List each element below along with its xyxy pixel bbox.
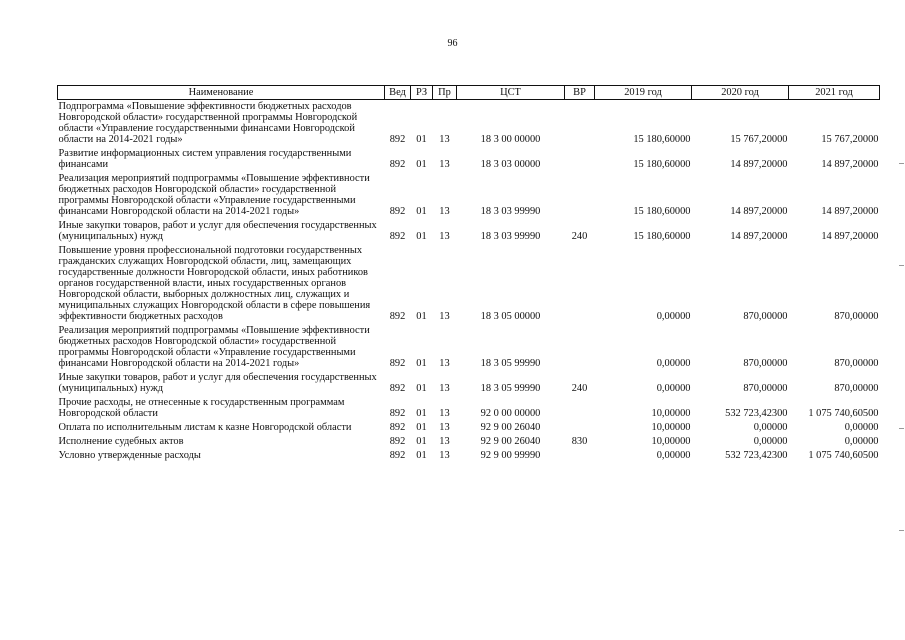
cell-2020: 532 723,42300 — [725, 450, 788, 461]
cell-ved: 892 — [389, 436, 406, 447]
cell-2020: 532 723,42300 — [725, 408, 788, 419]
cell-name: Иные закупки товаров, работ и услуг для обеспечения государственных (муниципальных) нужд — [58, 372, 377, 394]
header-ved: Вед — [385, 86, 411, 100]
cell-2019: 15 180,60000 — [633, 159, 691, 170]
table-row — [58, 147, 880, 172]
table-row — [58, 172, 880, 219]
header-rz: РЗ — [411, 86, 433, 100]
cell-name: Реализация мероприятий подпрограммы «Повышение эффективности бюджетных расходов Новгородской области» государственной программы Новгородской области «Управление государственными финансами Новгородской области на 2014-2021 годы» — [58, 173, 370, 217]
header-2021: 2021 год — [789, 86, 880, 100]
cell-cst: 18 3 05 99990 — [480, 383, 541, 394]
cell-rz: 01 — [416, 206, 427, 217]
cell-vr — [565, 324, 595, 371]
cell-ved: 892 — [389, 450, 406, 461]
cell-vr — [565, 421, 595, 435]
page-number: 96 — [447, 38, 458, 49]
cell-2019: 15 180,60000 — [633, 206, 691, 217]
margin-mark — [899, 530, 904, 531]
cell-2021: 1 075 740,60500 — [808, 450, 879, 461]
cell-pr: 13 — [439, 231, 450, 242]
cell-vr — [565, 172, 595, 219]
cell-2020: 14 897,20000 — [730, 206, 788, 217]
cell-ved: 892 — [389, 383, 406, 394]
cell-vr — [565, 396, 595, 421]
margin-mark — [899, 428, 904, 429]
cell-pr: 13 — [439, 408, 450, 419]
cell-2019: 0,00000 — [656, 450, 691, 461]
cell-rz: 01 — [416, 358, 427, 369]
cell-vr: 240 — [571, 231, 588, 242]
cell-pr: 13 — [439, 358, 450, 369]
cell-name: Оплата по исполнительным листам к казне Новгородской области — [58, 422, 352, 433]
table-row — [58, 100, 880, 148]
cell-cst: 92 9 00 26040 — [480, 436, 541, 447]
cell-name: Прочие расходы, не отнесенные к государственным программам Новгородской области — [58, 397, 345, 419]
cell-ved: 892 — [389, 408, 406, 419]
table-row — [58, 324, 880, 371]
cell-name: Исполнение судебных актов — [58, 436, 184, 447]
cell-2020: 870,00000 — [743, 358, 788, 369]
cell-name: Развитие информационных систем управления государственными финансами — [58, 148, 352, 170]
header-2020: 2020 год — [692, 86, 789, 100]
cell-2021: 15 767,20000 — [821, 134, 879, 145]
cell-ved: 892 — [389, 134, 406, 145]
margin-mark — [899, 163, 904, 164]
cell-2020: 14 897,20000 — [730, 159, 788, 170]
cell-ved: 892 — [389, 311, 406, 322]
cell-pr: 13 — [439, 450, 450, 461]
header-2019: 2019 год — [595, 86, 692, 100]
cell-2020: 15 767,20000 — [730, 134, 788, 145]
cell-cst: 18 3 05 00000 — [480, 311, 541, 322]
cell-cst: 18 3 05 99990 — [480, 358, 541, 369]
table-row — [58, 219, 880, 244]
table-row — [58, 449, 880, 463]
cell-pr: 13 — [439, 206, 450, 217]
table-row — [58, 244, 880, 324]
cell-rz: 01 — [416, 436, 427, 447]
cell-rz: 01 — [416, 159, 427, 170]
cell-vr — [565, 147, 595, 172]
margin-mark — [899, 265, 904, 266]
cell-vr — [565, 100, 595, 148]
table-row — [58, 421, 880, 435]
cell-ved: 892 — [389, 206, 406, 217]
cell-cst: 18 3 03 99990 — [480, 206, 541, 217]
cell-vr: 830 — [571, 436, 588, 447]
cell-2021: 0,00000 — [844, 422, 879, 433]
cell-name: Реализация мероприятий подпрограммы «Повышение эффективности бюджетных расходов Новгородской области» государственной программы Новгородской области «Управление государственными финансами Новгородской области на 2014-2021 годы» — [58, 325, 370, 369]
table-header — [58, 86, 880, 100]
cell-2021: 0,00000 — [844, 436, 879, 447]
cell-cst: 18 3 03 99990 — [480, 231, 541, 242]
cell-cst: 92 9 00 99990 — [480, 450, 541, 461]
cell-2019: 0,00000 — [656, 311, 691, 322]
cell-2019: 15 180,60000 — [633, 134, 691, 145]
cell-2021: 1 075 740,60500 — [808, 408, 879, 419]
table-row — [58, 435, 880, 449]
cell-2020: 870,00000 — [743, 383, 788, 394]
cell-name: Подпрограмма «Повышение эффективности бюджетных расходов Новгородской области» государственной программы Новгородской области «Управление государственными финансами Новгородской области на 2014-2021 годы» — [58, 101, 358, 145]
cell-rz: 01 — [416, 231, 427, 242]
cell-2021: 14 897,20000 — [821, 159, 879, 170]
cell-cst: 18 3 03 00000 — [480, 159, 541, 170]
cell-ved: 892 — [389, 358, 406, 369]
header-name: Наименование — [58, 86, 385, 100]
cell-pr: 13 — [439, 383, 450, 394]
cell-rz: 01 — [416, 311, 427, 322]
cell-2019: 0,00000 — [656, 358, 691, 369]
cell-rz: 01 — [416, 383, 427, 394]
cell-2019: 10,00000 — [651, 436, 691, 447]
cell-vr — [565, 449, 595, 463]
cell-rz: 01 — [416, 134, 427, 145]
cell-2020: 14 897,20000 — [730, 231, 788, 242]
cell-2020: 0,00000 — [753, 422, 788, 433]
header-pr: Пр — [433, 86, 457, 100]
table-body — [58, 100, 880, 464]
cell-2019: 0,00000 — [656, 383, 691, 394]
cell-pr: 13 — [439, 436, 450, 447]
cell-2021: 870,00000 — [834, 358, 879, 369]
cell-2021: 870,00000 — [834, 311, 879, 322]
cell-ved: 892 — [389, 231, 406, 242]
cell-pr: 13 — [439, 159, 450, 170]
budget-table — [57, 85, 880, 463]
cell-vr: 240 — [571, 383, 588, 394]
cell-2021: 870,00000 — [834, 383, 879, 394]
cell-name: Иные закупки товаров, работ и услуг для обеспечения государственных (муниципальных) нужд — [58, 220, 377, 242]
cell-rz: 01 — [416, 450, 427, 461]
cell-2019: 15 180,60000 — [633, 231, 691, 242]
cell-cst: 92 9 00 26040 — [480, 422, 541, 433]
cell-2020: 870,00000 — [743, 311, 788, 322]
cell-rz: 01 — [416, 408, 427, 419]
cell-2020: 0,00000 — [753, 436, 788, 447]
cell-2021: 14 897,20000 — [821, 206, 879, 217]
cell-2019: 10,00000 — [651, 408, 691, 419]
cell-cst: 18 3 00 00000 — [480, 134, 541, 145]
table-row — [58, 396, 880, 421]
cell-2019: 10,00000 — [651, 422, 691, 433]
cell-pr: 13 — [439, 134, 450, 145]
header-vr: ВР — [565, 86, 595, 100]
table-row — [58, 371, 880, 396]
cell-pr: 13 — [439, 422, 450, 433]
cell-name: Условно утвержденные расходы — [58, 450, 201, 461]
cell-vr — [565, 244, 595, 324]
cell-rz: 01 — [416, 422, 427, 433]
cell-2021: 14 897,20000 — [821, 231, 879, 242]
header-cst: ЦСТ — [457, 86, 565, 100]
cell-name: Повышение уровня профессиональной подготовки государственных гражданских служащих Новгородской области, лиц, замещающих государственные должности Новгородской области, иных работников органов государственной власти, иных государственных органов Новгородской области, выборных должностных лиц, служащих и муниципальных служащих Новгородской области в сфере повышения эффективности бюджетных расходов — [58, 245, 371, 322]
cell-cst: 92 0 00 00000 — [480, 408, 541, 419]
cell-ved: 892 — [389, 422, 406, 433]
cell-ved: 892 — [389, 159, 406, 170]
cell-pr: 13 — [439, 311, 450, 322]
